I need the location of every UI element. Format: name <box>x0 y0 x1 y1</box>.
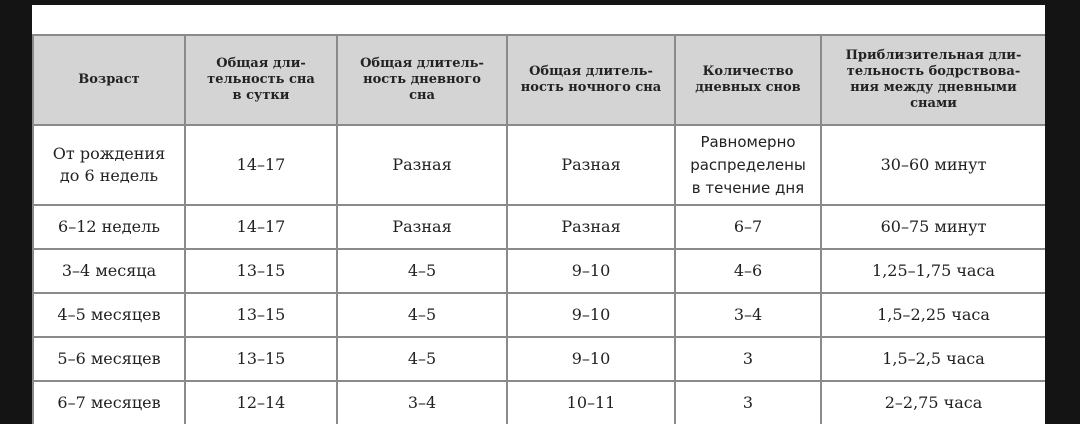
cell-day-sleep: Разная <box>337 125 507 205</box>
cell-nap-count: 3 <box>675 381 821 424</box>
header-night-sleep: Общая длитель- ность ночного сна <box>507 35 675 125</box>
cell-day-sleep: 3–4 <box>337 381 507 424</box>
cell-total-sleep: 12–14 <box>185 381 337 424</box>
cell-total-sleep: 13–15 <box>185 337 337 381</box>
table-row <box>33 381 1045 424</box>
cell-nap-count: Равномерно распределены в течение дня <box>675 125 821 205</box>
cell-wake-window: 2–2,75 часа <box>821 381 1045 424</box>
cell-nap-count: 6–7 <box>675 205 821 249</box>
cell-wake-window: 1,25–1,75 часа <box>821 249 1045 293</box>
cell-total-sleep: 14–17 <box>185 205 337 249</box>
document-page <box>32 5 1045 424</box>
cell-day-sleep: Разная <box>337 205 507 249</box>
cell-wake-window: 30–60 минут <box>821 125 1045 205</box>
header-wake-window: Приблизительная дли- тельность бодрствова- ния между дневными снами <box>821 35 1045 125</box>
table-row <box>33 249 1045 293</box>
cell-day-sleep: 4–5 <box>337 293 507 337</box>
cell-nap-count: 3 <box>675 337 821 381</box>
header-nap-count: Количество дневных снов <box>675 35 821 125</box>
cell-night-sleep: 9–10 <box>507 293 675 337</box>
cell-night-sleep: 9–10 <box>507 249 675 293</box>
sleep-schedule-table <box>32 34 1045 424</box>
cell-day-sleep: 4–5 <box>337 337 507 381</box>
cell-age: От рождения до 6 недель <box>33 125 185 205</box>
table-row <box>33 293 1045 337</box>
cell-wake-window: 1,5–2,5 часа <box>821 337 1045 381</box>
table-row <box>33 205 1045 249</box>
cell-total-sleep: 14–17 <box>185 125 337 205</box>
cell-wake-window: 60–75 минут <box>821 205 1045 249</box>
cell-age: 3–4 месяца <box>33 249 185 293</box>
table-row <box>33 125 1045 205</box>
cell-day-sleep: 4–5 <box>337 249 507 293</box>
cell-night-sleep: Разная <box>507 125 675 205</box>
table-header-row <box>33 35 1045 125</box>
cell-total-sleep: 13–15 <box>185 293 337 337</box>
cell-age: 6–12 недель <box>33 205 185 249</box>
header-day-sleep: Общая длитель- ность дневного сна <box>337 35 507 125</box>
cell-nap-count: 3–4 <box>675 293 821 337</box>
table-row <box>33 337 1045 381</box>
cell-age: 4–5 месяцев <box>33 293 185 337</box>
header-age: Возраст <box>33 35 185 125</box>
cell-night-sleep: 9–10 <box>507 337 675 381</box>
cell-nap-count: 4–6 <box>675 249 821 293</box>
cell-age: 6–7 месяцев <box>33 381 185 424</box>
cell-total-sleep: 13–15 <box>185 249 337 293</box>
header-total-sleep: Общая дли- тельность сна в сутки <box>185 35 337 125</box>
cell-night-sleep: 10–11 <box>507 381 675 424</box>
cell-night-sleep: Разная <box>507 205 675 249</box>
cell-wake-window: 1,5–2,25 часа <box>821 293 1045 337</box>
cell-age: 5–6 месяцев <box>33 337 185 381</box>
